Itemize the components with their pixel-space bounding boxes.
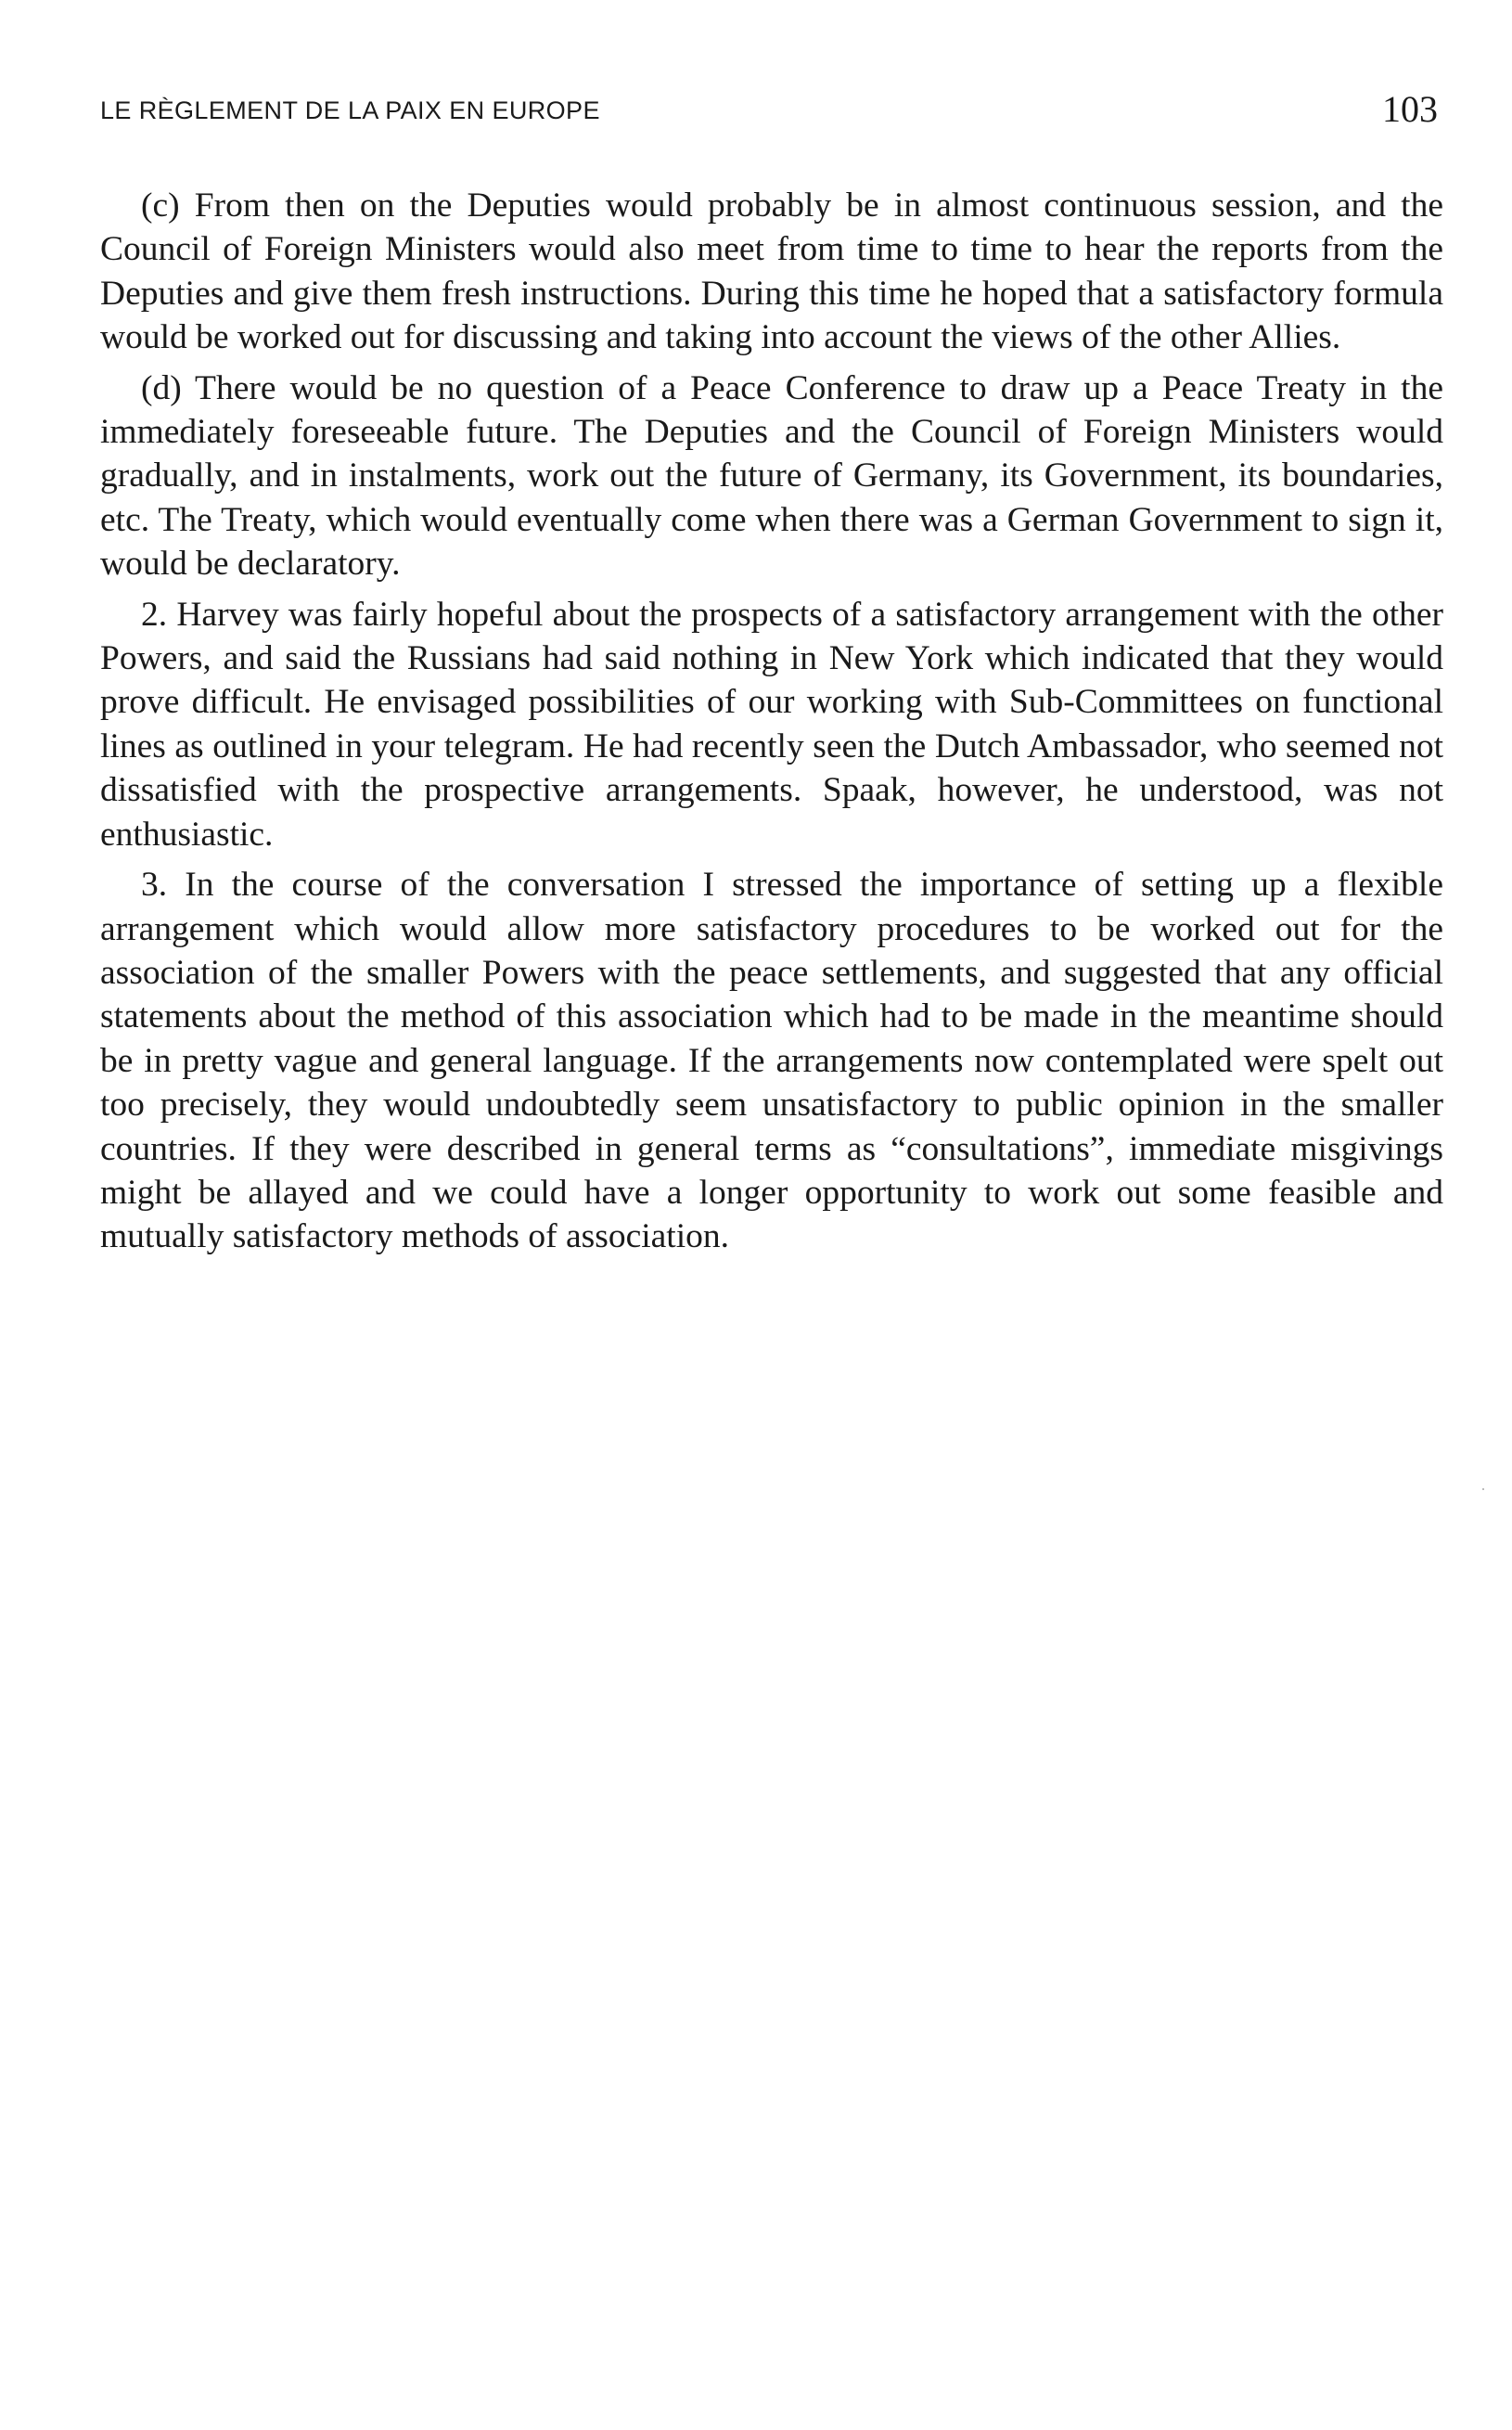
paragraph-2: 2. Harvey was fairly hopeful about the prospects of a satisfactory arrangement with the other Powers, and said the Russians had said nothing in New York which indicated that they would prove difficult. He envisaged possibilities of our working with Sub-Committees on functional lines as outlined in your telegram. He had recently seen the Dutch Ambassador, who seemed not dissatisfied with the prospective arrangements. Spaak, however, he understood, was not enthusiastic.: [100, 595, 1443, 854]
paragraph-c: (c) From then on the Deputies would probably be in almost continuous session, and the Council of Foreign Ministers would also meet from time to time to hear the reports from the Deputies and give them fresh instructions. During this time he hoped that a satisfactory formula would be worked out for discussing and taking into account the views of the other Allies.: [100, 186, 1443, 357]
paragraph-d: (d) There would be no question of a Peace Conference to draw up a Peace Treaty in the immediately foreseeable future. The Deputies and the Council of Foreign Ministers would gradually, and in instalments, work out the future of Germany, its Government, its boundaries, etc. The Treaty, which would eventually come when there was a German Government to sign it, would be declaratory.: [100, 368, 1443, 584]
scan-speck: [1482, 1488, 1484, 1490]
body-text: [100, 184, 1443, 1266]
running-header: [100, 87, 1447, 134]
running-title: LE RÈGLEMENT DE LA PAIX EN EUROPE: [100, 96, 600, 124]
page-number: 103: [1382, 88, 1438, 130]
paragraph-3: 3. In the course of the conversation I stressed the importance of setting up a flexible arrangement which would allow more satisfactory procedures to be worked out for the association of the smaller Powers with the peace settlements, and suggested that any official statements about the method of this association which had to be made in the meantime should be in pretty vague and general language. If the arrangements now contemplated were spelt out too precisely, they would undoubtedly seem unsatisfactory to public opinion in the smaller countries. If they were described in general terms as “consultations”, immediate misgivings might be allayed and we could have a longer opportunity to work out some feasible and mutually satisfactory methods of association.: [100, 866, 1443, 1256]
